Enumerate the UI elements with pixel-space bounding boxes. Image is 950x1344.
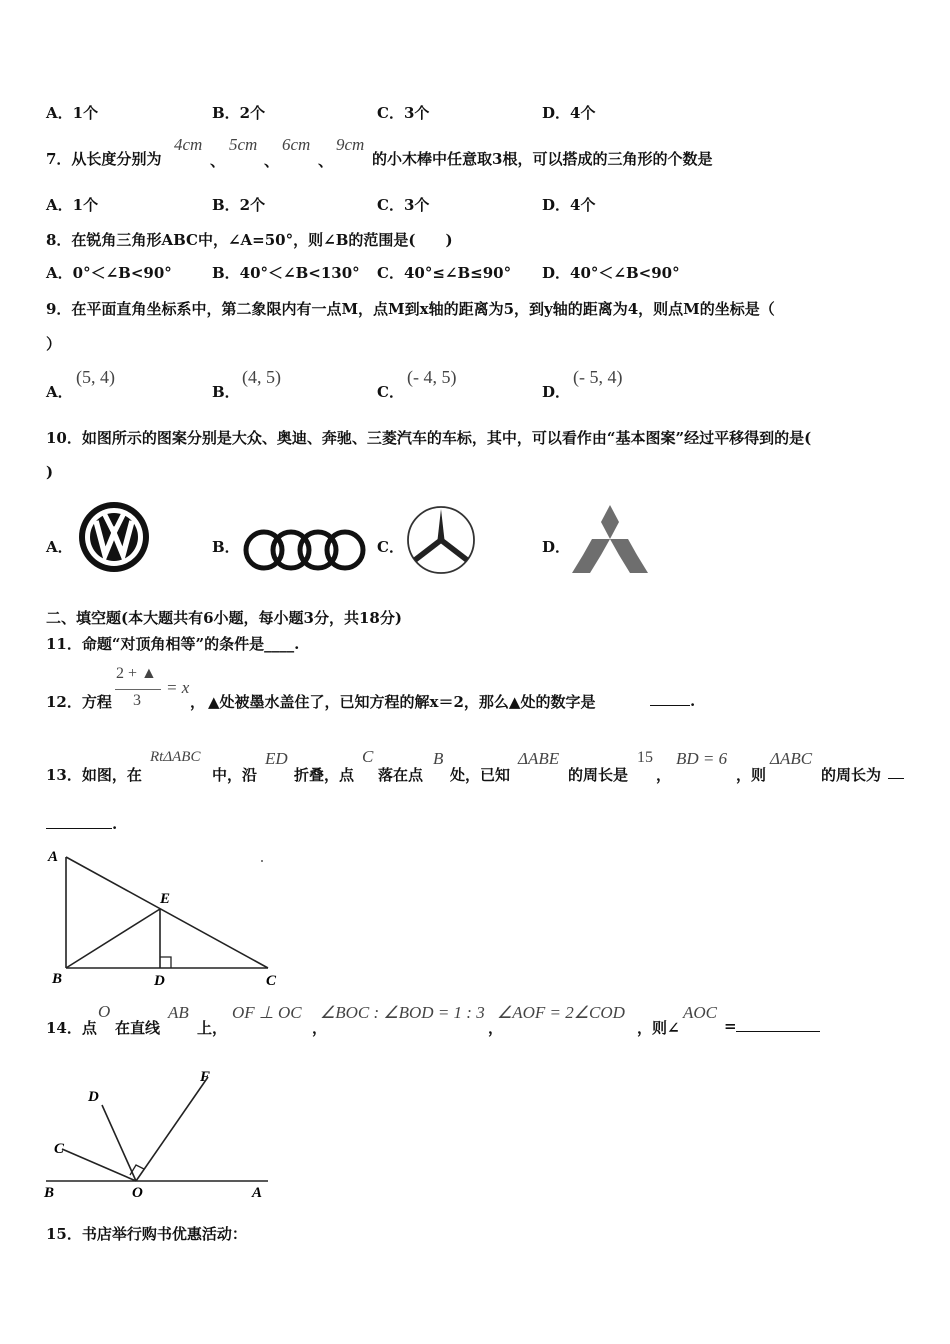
q14-math-4: ∠BOC : ∠BOD = 1 : 3 (320, 1003, 485, 1022)
q7-length-4: 9cm (336, 135, 365, 154)
q13-text-1: 13．如图，在 (46, 766, 142, 784)
q10-stem-line1: 10．如图所示的图案分别是大众、奥迪、奔驰、三菱汽车的车标，其中，可以看作由“基本图案”经过平移得到的是( (46, 429, 812, 447)
q10-stem-line2: ) (46, 463, 54, 481)
fig13-right-angle-mark (160, 957, 171, 968)
q13-text-8: ，则 (736, 766, 767, 784)
q12-denominator: 3 (133, 692, 141, 709)
vw-logo-icon (76, 499, 152, 575)
q7-length-3: 6cm (282, 135, 311, 154)
fig13-label-c: C (266, 973, 277, 989)
q9-option-c-label: C． (377, 383, 404, 401)
fig14-label-c: C (54, 1141, 65, 1157)
q13-math-6: 15 (637, 749, 653, 766)
q7-option-c: C．3个 (377, 196, 430, 214)
q13-figure (40, 845, 290, 990)
q10-option-d-label: D． (542, 538, 571, 556)
q7-sep-1: 、 (210, 152, 226, 170)
q14-text-6: ，则∠ (637, 1019, 680, 1037)
q13-text-9: 的周长为 (821, 766, 882, 784)
q13-math-2: ED (265, 749, 288, 768)
q13-answer-blank-part1[interactable] (888, 764, 904, 783)
q9-stem-line2: ） (46, 335, 62, 353)
q8-option-a: A．0°＜∠B<90° (46, 264, 172, 282)
q9-option-d-value: (- 5, 4) (573, 367, 623, 387)
q12-numerator: 2 + ▲ (116, 665, 157, 682)
mitsubishi-logo-icon (570, 503, 650, 575)
q8-option-d: D．40°＜∠B<90° (542, 264, 680, 282)
q9-option-d-label: D． (542, 383, 571, 401)
mercedes-logo-icon (405, 502, 477, 578)
q9-option-c-value: (- 4, 5) (407, 367, 457, 387)
fig13-label-a: A (48, 849, 59, 865)
q13-math-3: C (362, 747, 374, 766)
q14-text-2: 在直线 (115, 1019, 161, 1037)
q12-comma: ， (190, 693, 206, 711)
fig14-label-a: A (252, 1185, 263, 1201)
q9-stem-line1: 9．在平面直角坐标系中，第二象限内有一点M，点M到x轴的距离为5，到y轴的距离为4，则点M的坐标是（ (46, 300, 775, 318)
fig14-label-o: O (132, 1185, 143, 1201)
q13-text-4: 落在点 (378, 766, 424, 784)
fig13-label-b: B (52, 971, 63, 987)
fig14-label-f: F (200, 1069, 211, 1085)
q7-option-d: D．4个 (542, 196, 596, 214)
q6-option-a: A．1个 (46, 104, 99, 122)
q9-option-b-label: B． (212, 383, 240, 401)
q7-option-b: B．2个 (212, 196, 266, 214)
q14-math-5: ∠AOF = 2∠COD (497, 1003, 625, 1022)
audi-logo-icon (240, 525, 370, 575)
q13-end: . (112, 815, 118, 833)
q13-text-6: 的周长是 (568, 766, 629, 784)
q10-option-c-label: C． (377, 538, 404, 556)
q13-text-3: 折叠，点 (294, 766, 355, 784)
q13-text-2: 中，沿 (212, 766, 258, 784)
q14-math-2: AB (168, 1003, 189, 1022)
q13-math-5: ΔABE (518, 749, 560, 768)
q14-answer-blank[interactable] (736, 1017, 820, 1036)
fig14-ray-of (136, 1077, 208, 1181)
q14-text-3: 上， (197, 1019, 228, 1037)
section2-title: 二、填空题(本大题共有6小题，每小题3分，共18分) (46, 609, 402, 627)
q12-answer-blank[interactable] (650, 691, 695, 710)
fig13-segment-be (66, 909, 160, 968)
q9-option-a-value: (5, 4) (76, 367, 115, 387)
q12-end: . (690, 692, 696, 710)
q13-math-8: ΔABC (770, 749, 813, 768)
q6-option-b: B．2个 (212, 104, 266, 122)
q10-option-a-label: A． (46, 538, 73, 556)
q15-text: 15．书店举行购书优惠活动： (46, 1225, 247, 1243)
q13-math-7: BD = 6 (676, 749, 728, 768)
q13-text-5: 处，已知 (450, 766, 511, 784)
q14-math-1: O (98, 1002, 111, 1021)
fig13-label-e: E (160, 891, 171, 907)
q14-text-5: ， (488, 1019, 504, 1037)
q13-math-1: RtΔABC (150, 749, 201, 765)
q14-text-4: ， (312, 1019, 328, 1037)
q13-text-7: ， (656, 766, 672, 784)
q14-text-1: 14．点 (46, 1019, 97, 1037)
q7-length-2: 5cm (229, 135, 258, 154)
fig14-label-d: D (88, 1089, 99, 1105)
q7-sep-3: 、 (318, 152, 334, 170)
q13-answer-blank-part2[interactable] (46, 814, 117, 833)
fig14-label-b: B (44, 1185, 55, 1201)
q7-sep-2: 、 (264, 152, 280, 170)
q11-text: 11．命题“对顶角相等”的条件是____. (46, 635, 300, 653)
q6-option-d: D．4个 (542, 104, 596, 122)
q9-option-a-label: A． (46, 383, 73, 401)
fig13-side-ac (66, 857, 268, 968)
q8-option-b: B．40°＜∠B<130° (212, 264, 360, 282)
q9-option-b-value: (4, 5) (242, 367, 281, 387)
q10-option-b-label: B． (212, 538, 240, 556)
q14-text-7: = (724, 1017, 737, 1035)
q12-prefix: 12．方程 (46, 693, 112, 711)
fig13-label-d: D (154, 973, 165, 989)
q14-math-3: OF ⊥ OC (232, 1003, 302, 1022)
fig14-ray-od (102, 1105, 136, 1181)
q8-option-c: C．40°≤∠B≤90° (377, 264, 512, 282)
q8-stem: 8．在锐角三角形ABC中，∠A=50°，则∠B的范围是( ) (46, 231, 453, 249)
q7-option-a: A．1个 (46, 196, 99, 214)
q14-math-6: AOC (683, 1003, 717, 1022)
q12-suffix: ▲处被墨水盖住了，已知方程的解x＝2，那么▲处的数字是 (208, 693, 596, 711)
q6-option-c: C．3个 (377, 104, 430, 122)
q12-rhs: = x (166, 678, 190, 697)
q13-math-4: B (433, 749, 444, 768)
q7-prefix: 7．从长度分别为 (46, 150, 162, 168)
q7-suffix: 的小木棒中任意取3根，可以搭成的三角形的个数是 (372, 150, 713, 168)
fig14-ray-oc (62, 1149, 136, 1181)
q14-figure (40, 1065, 280, 1205)
q12-fraction-bar (115, 689, 161, 690)
q7-length-1: 4cm (174, 135, 203, 154)
